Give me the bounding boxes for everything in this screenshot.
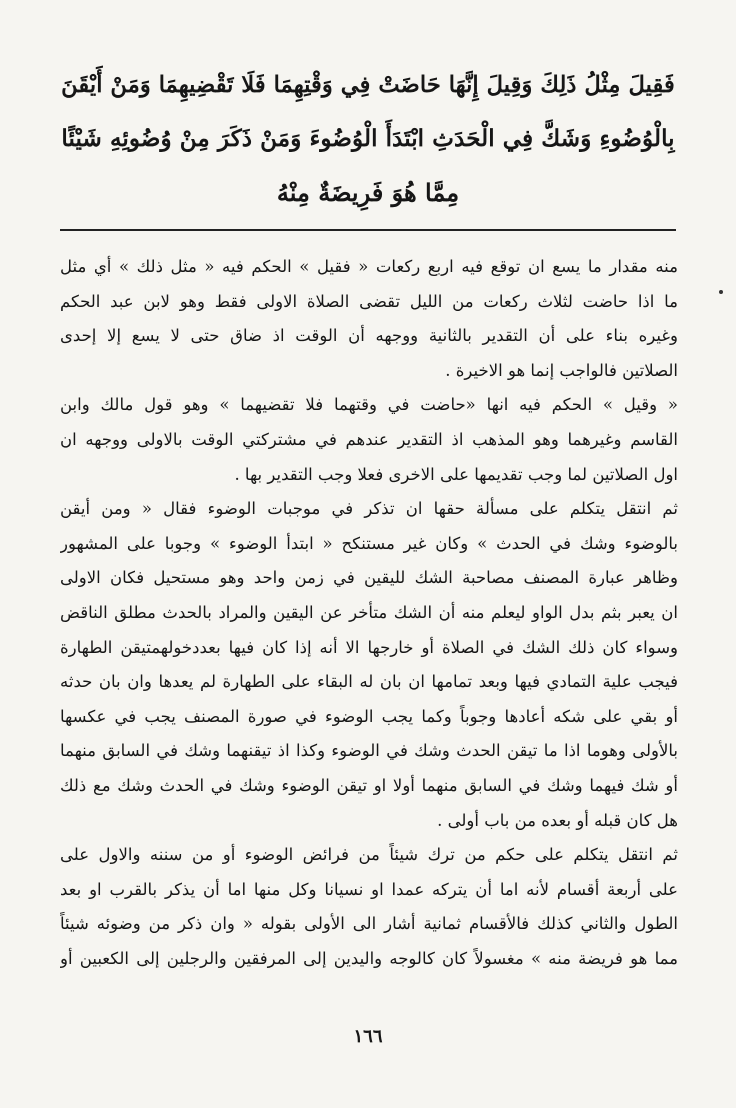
commentary-line: ما اذا حاضت لثلاث ركعات من الليل تقضى الصلاة الاولى فقط وهو لابن عبد الحكم: [60, 291, 678, 311]
commentary-line: منه مقدار ما يسع ان توقع فيه اربع ركعات « فقيل » الحكم فيه « مثل ذلك » أي مثل: [60, 257, 678, 276]
commentary-line: « وقيل » الحكم فيه انها «حاضت في وقتهما فلا تقضيهما » وهو قول مالك وابن: [60, 395, 678, 415]
commentary-line: ثم انتقل يتكلم على مسألة حقها ان تذكر في موجبات الوضوء فقال « ومن أيقن: [60, 499, 678, 519]
commentary-line: الصلاتين فالواجب إنما هو الاخيرة .: [445, 360, 678, 380]
main-text-line: بِالْوُضُوءِ وَشَكَّ فِي الْحَدَثِ ابْتَدَأَ الْوُضُوءَ وَمَنْ ذَكَرَ مِنْ وُضُوئِهِ شَيْئًا: [61, 125, 675, 152]
commentary-line: ان يعبر بثم بدل الواو ليعلم منه أن الشك متأخر عن اليقين والمراد بالحدث مطلق الناقض: [60, 602, 678, 622]
commentary-line: الطول والثاني كذلك فالأقسام ثمانية أشار الى الأولى بقوله « وان ذكر من وضوئه شيئاً: [60, 914, 678, 934]
commentary-line: أو شك فيهما وشك في السابق منهما أولا او تيقن الوضوء وشك في الحدث وشك مع ذلك: [60, 775, 678, 795]
commentary-line: ثم انتقل يتكلم على حكم من ترك شيئاً من فرائض الوضوء أو من سننه والاول على: [60, 845, 678, 865]
commentary-line: فيجب علية التمادي فيها وبعد تمامها ان بان له البقاء على الطهارة لم يعدها وان بان حدثه: [60, 672, 678, 692]
commentary-line: أو بقي على شكه أعادها وجوباً وكما يجب الوضوء في صورة المصنف يجب في عكسها: [60, 706, 678, 726]
commentary-line: وظاهر عبارة المصنف مصاحبة الشك لليقين في زمن واحد وهو مستحيل فكان الاولى: [60, 568, 678, 588]
commentary-line: القاسم وغيرهما وهو المذهب اذ التقدير عندهم في مشتركتي الوقت بالاولى ووجهه ان: [60, 429, 678, 449]
commentary-line: بالأولى وهوما اذا ما تيقن الحدث وشك في الوضوء وكذا اذ تيقنهما وشك في السابق منهما: [60, 741, 678, 761]
main-text-line: فَقِيلَ مِثْلُ ذَلِكَ وَقِيلَ إِنَّهَا حَاضَتْ فِي وَقْتِهِمَا فَلَا تَقْضِيهِمَا وَمَنْ أَيْقَنَ: [61, 72, 675, 98]
main-text-line: مِمَّا هُوَ فَرِيضَةٌ مِنْهُ: [276, 178, 460, 207]
separator-rule: [60, 229, 676, 231]
main-text-block: [58, 58, 678, 220]
page-number: ١٦٦: [353, 1026, 383, 1047]
commentary-line: هل كان قبله أو بعده من باب أولى .: [437, 810, 678, 830]
commentary-block: [60, 250, 678, 976]
margin-mark: [719, 290, 723, 294]
commentary-line: مما هو فريضة منه » مغسولاً كان كالوجه واليدين إلى المرفقين والرجلين إلى الكعبين أو: [60, 948, 678, 968]
commentary-line: على أربعة أقسام لأنه اما أن يتركه عمدا او نسيانا وكل منها اما أن يذكر بالقرب او بعد: [60, 879, 678, 899]
commentary-line: اول الصلاتين لما وجب تقديمها على الاخرى فعلا وجب التقدير بها .: [234, 464, 678, 484]
commentary-line: بالوضوء وشك في الحدث » وكان غير مستنكح « ابتدأ الوضوء » وجوبا على المشهور: [60, 533, 678, 553]
commentary-line: وسواء كان ذلك الشك في الصلاة أو خارجها الا أنه إذا كان فيها بعددخولهمتيقن الطهارة: [60, 637, 678, 657]
commentary-line: وغيره بناء على أن التقدير بالثانية ووجهه أن الوقت اذ ضاق حتى لا يسع إلا إحدى: [60, 326, 678, 346]
